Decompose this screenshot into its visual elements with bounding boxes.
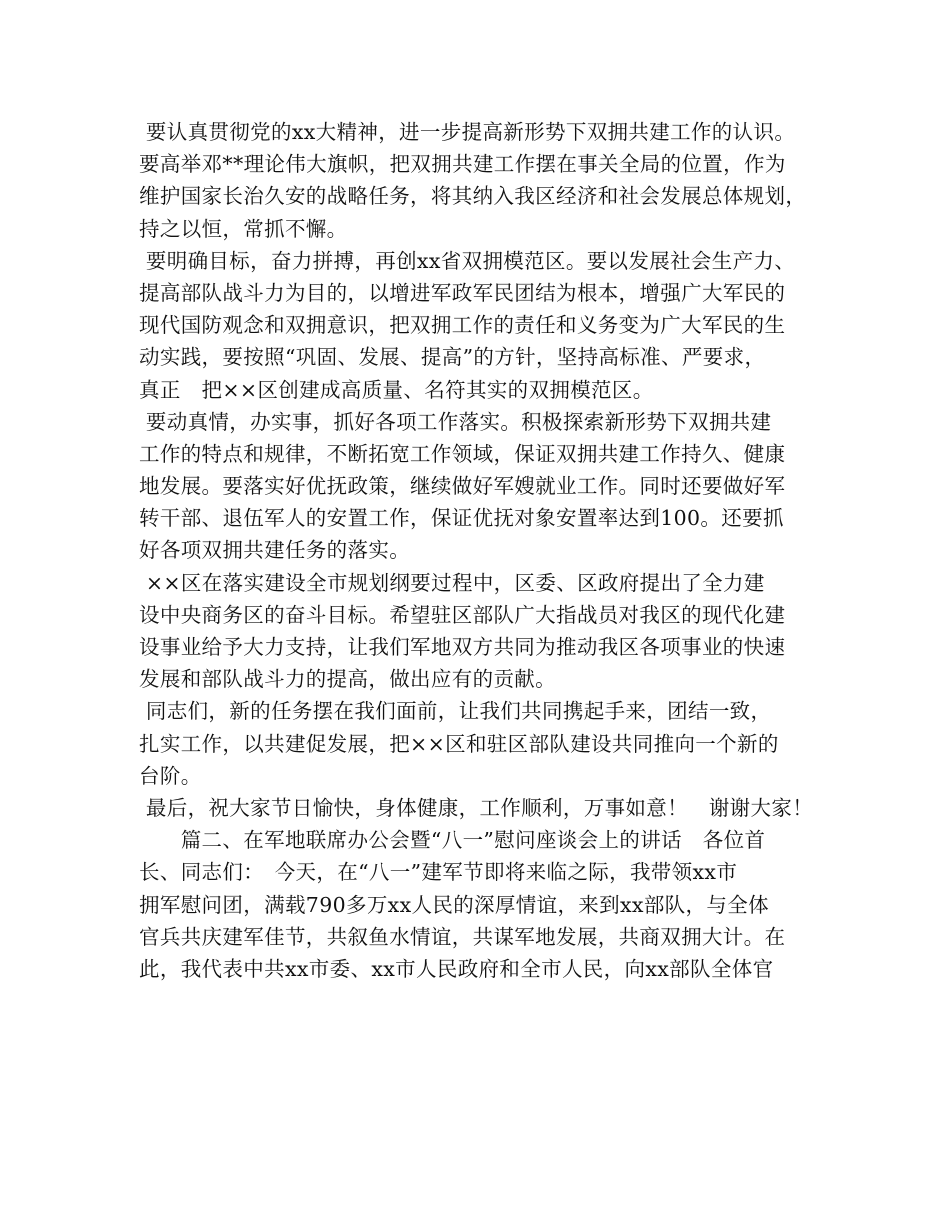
text-line: 现代国防观念和双拥意识，把双拥工作的责任和义务变为广大军民的生	[139, 313, 786, 338]
text-line: 提高部队战斗力为目的，以增进军政军民团结为根本，增强广大军民的	[139, 280, 786, 305]
text-line: 发展和部队战斗力的提高，做出应有的贡献。	[139, 667, 556, 692]
text-line: 要高举邓**理论伟大旗帜，把双拥共建工作摆在事关全局的位置，作为	[139, 152, 786, 177]
text-line: 持之以恒，常抓不懈。	[139, 216, 348, 241]
text-line: 官兵共庆建军佳节，共叙鱼水情谊，共谋军地发展，共商双拥大计。在	[139, 924, 786, 949]
text-line: 台阶。	[139, 763, 202, 788]
text-line: 要明确目标，奋力拼搏，再创xx省双拥模范区。要以发展社会生产力、	[139, 248, 796, 273]
text-line: 此，我代表中共xx市委、xx市人民政府和全市人民，向xx部队全体官	[139, 956, 774, 981]
text-line: 转干部、退伍军人的安置工作，保证优抚对象安置率达到100。还要抓	[139, 506, 784, 531]
text-line: 地发展。要落实好优抚政策，继续做好军嫂就业工作。同时还要做好军	[139, 474, 786, 499]
document-body	[139, 116, 829, 985]
text-line: 维护国家长治久安的战略任务，将其纳入我区经济和社会发展总体规划，	[139, 184, 807, 209]
text-line: 设中央商务区的奋斗目标。希望驻区部队广大指战员对我区的现代化建	[139, 602, 786, 627]
text-line: 要认真贯彻党的xx大精神，进一步提高新形势下双拥共建工作的认识。	[139, 120, 796, 144]
text-line: 同志们，新的任务摆在我们面前，让我们共同携起手来，团结一致，	[139, 699, 772, 724]
text-line: 扎实工作，以共建促发展，把××区和驻区部队建设共同推向一个新的	[139, 731, 779, 756]
text-line: 拥军慰问团，满载790多万xx人民的深厚情谊，来到xx部队，与全体	[139, 892, 769, 917]
text-line: 工作的特点和规律，不断拓宽工作领域，保证双拥共建工作持久、健康	[139, 441, 786, 466]
text-line: ××区在落实建设全市规划纲要过程中，区委、区政府提出了全力建	[139, 570, 765, 595]
text-line: 要动真情，办实事，抓好各项工作落实。积极探索新形势下双拥共建	[139, 409, 772, 434]
text-line: 好各项双拥共建任务的落实。	[139, 538, 411, 563]
text-line: 篇二、在军地联席办公会暨“八一”慰问座谈会上的讲话 各位首	[139, 828, 766, 853]
text-line: 真正 把××区创建成高质量、名符其实的双拥模范区。	[139, 377, 654, 402]
text-line: 设事业给予大力支持，让我们军地双方共同为推动我区各项事业的快速	[139, 635, 786, 659]
text-line: 长、同志们： 今天，在“八一”建军节即将来临之际，我带领xx市	[139, 860, 738, 885]
text-line: 最后，祝大家节日愉快，身体健康，工作顺利，万事如意！ 谢谢大家！	[139, 795, 814, 820]
text-line: 动实践，要按照“巩固、发展、提高”的方针，坚持高标准、严要求，	[139, 345, 766, 370]
